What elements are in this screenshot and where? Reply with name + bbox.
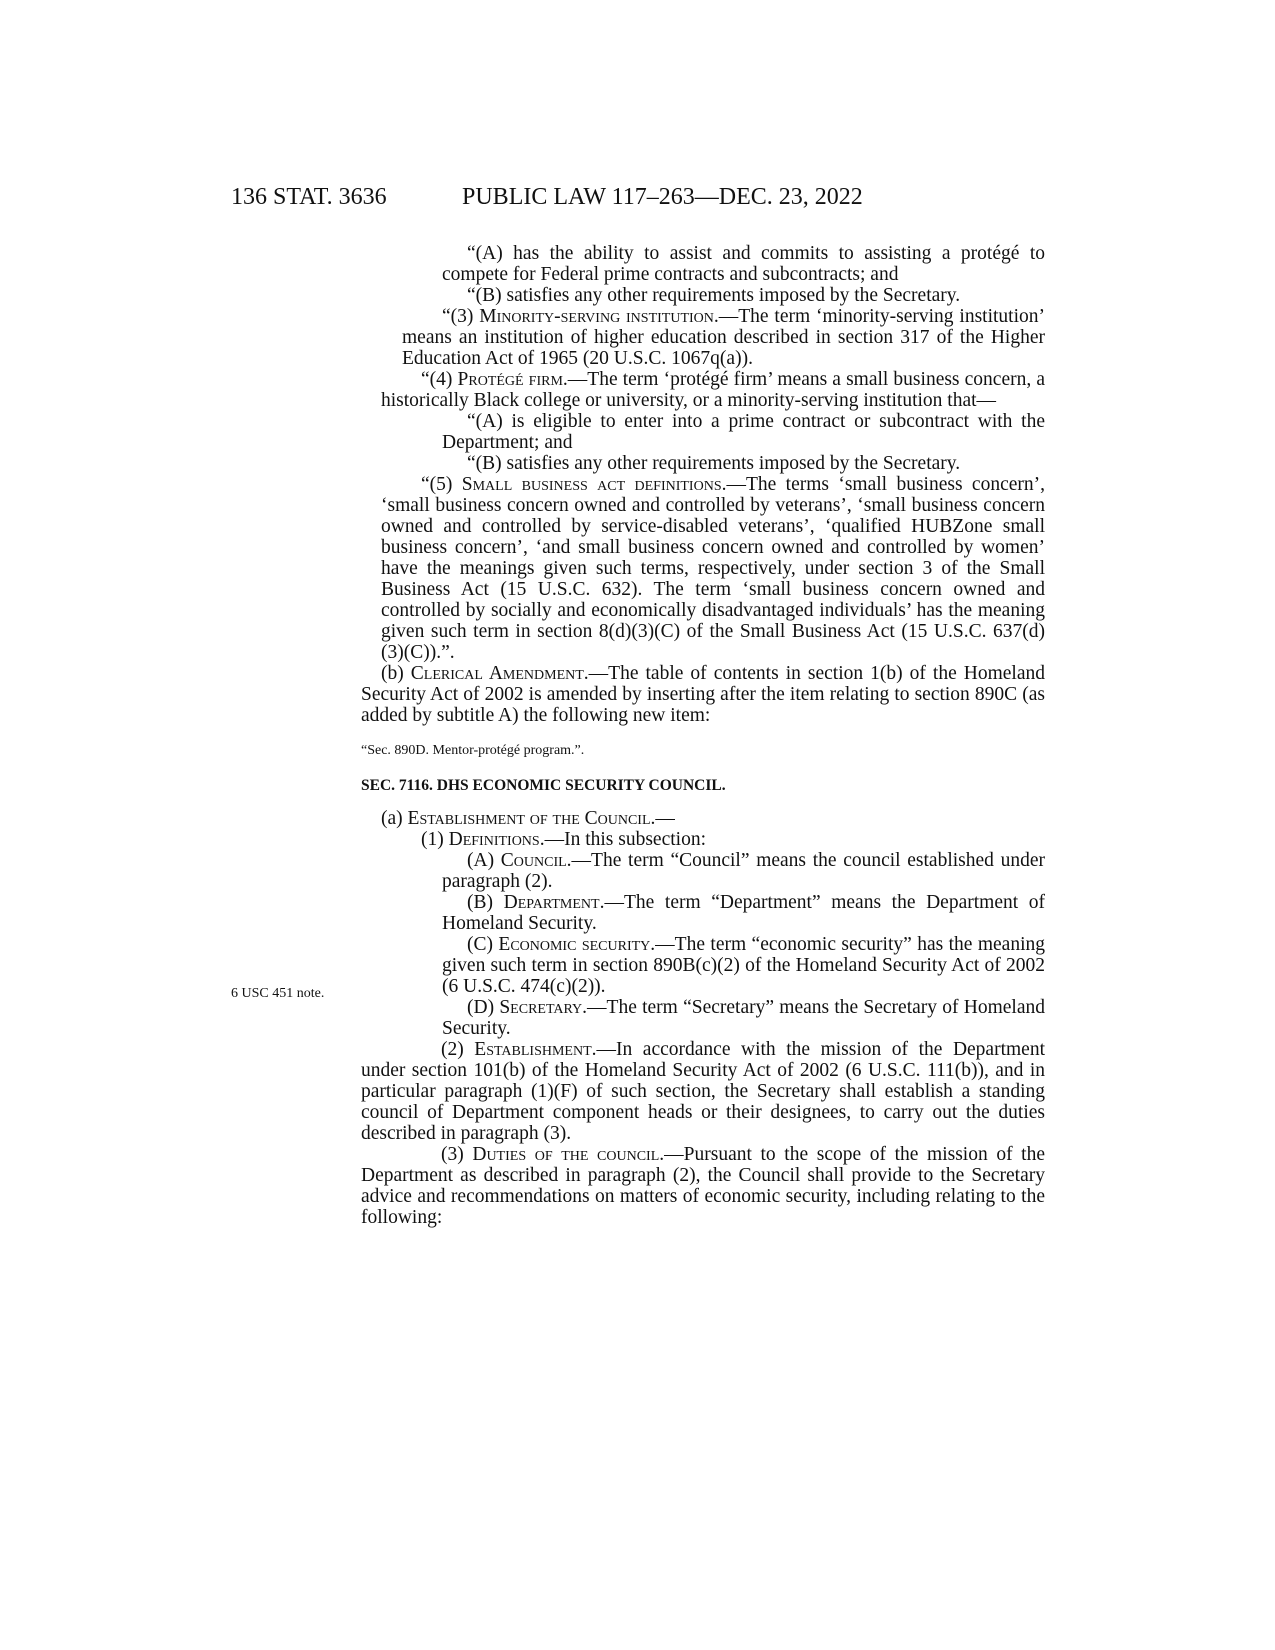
paragraph-heading: Clerical Amendment — [410, 663, 584, 684]
definition-C: (C) Economic security.—The term “economic security” has the meaning given such term in section 890B(c)(2) of the Homeland Security Act of 2002 (6 U.S.C. 474(c)(2)). — [442, 934, 1045, 997]
paragraph-2B: “(B) satisfies any other requirements imposed by the Secretary. — [467, 285, 961, 306]
definition-A: (A) Council.—The term “Council” means the council established under paragraph (2). — [442, 850, 1046, 892]
paragraph-heading: Establishment — [474, 1039, 592, 1060]
paragraph-heading: Minority-serving institution — [479, 306, 714, 327]
paragraph-heading: Small business act definitions — [461, 474, 722, 495]
paragraph-a1: (1) Definitions.—In this subsection: — [421, 829, 706, 850]
paragraph-a3: (3) Duties of the council.—Pursuant to the scope of the mission of the Department as described in paragraph (2), the Council shall provide to the Secretary advice and recommendations on matters of economic security, including relating to the following: — [361, 1144, 1046, 1228]
running-header: PUBLIC LAW 117–263—DEC. 23, 2022 — [462, 184, 863, 210]
paragraph-heading: Department — [503, 892, 600, 913]
paragraph-3: “(3) Minority-serving institution.—The term ‘minority-serving institution’ means an institution of higher education described in section 317 of the Higher Education Act of 1965 (20 U.S.C. 1067q(a)). — [402, 306, 1045, 369]
subsection-a: (a) Establishment of the Council.— — [381, 808, 675, 829]
subsection-b: (b) Clerical Amendment.—The table of contents in section 1(b) of the Homeland Security Act of 2002 is amended by inserting after the item relating to section 890C (as added by subtitle A) the following new item: — [361, 663, 1045, 726]
document-body — [361, 243, 1046, 1228]
paragraph-heading: Secretary — [499, 997, 583, 1018]
section-heading: SEC. 7116. DHS ECONOMIC SECURITY COUNCIL. — [361, 777, 726, 794]
paragraph-heading: Economic security — [498, 934, 651, 955]
definition-B: (B) Department.—The term “Department” means the Department of Homeland Security. — [442, 892, 1045, 934]
paragraph-heading: Council — [500, 850, 567, 871]
toc-item: “Sec. 890D. Mentor-protégé program.”. — [361, 743, 585, 758]
paragraph-heading: Definitions — [448, 829, 540, 850]
paragraph-heading: Protégé firm — [457, 369, 563, 390]
paragraph-4: “(4) Protégé firm.—The term ‘protégé firm’ means a small business concern, a historically Black college or university, or a minority-serving institution that— — [381, 369, 1045, 411]
paragraph-heading: Duties of the council — [472, 1144, 660, 1165]
margin-note: 6 USC 451 note. — [231, 986, 325, 1001]
paragraph-a2: (2) Establishment.—In accordance with the mission of the Department under section 101(b) of the Homeland Security Act of 2002 (6 U.S.C. 111(b)), and in particular paragraph (1)(F) of such section, the Secretary shall establish a standing council of Department component heads or their designees, to carry out the duties described in paragraph (3). — [361, 1039, 1045, 1144]
paragraph-5: “(5) Small business act definitions.—The terms ‘small business concern’, ‘small business concern owned and controlled by veterans’, ‘small business concern owned and controlled by service-disabled veterans’, ‘qualified HUBZone small business concern’, ‘and small business concern owned and controlled by women’ have the meanings given such terms, respectively, under section 3 of the Small Business Act (15 U.S.C. 632). The term ‘small business concern owned and controlled by socially and economically disadvantaged individuals’ has the meaning given such term in section 8(d)(3)(C) of the Small Business Act (15 U.S.C. 637(d)(3)(C)).”. — [381, 474, 1045, 663]
statute-page-number: 136 STAT. 3636 — [231, 184, 387, 210]
paragraph-4B: “(B) satisfies any other requirements imposed by the Secretary. — [467, 453, 961, 474]
definition-D: (D) Secretary.—The term “Secretary” means the Secretary of Homeland Security. — [442, 997, 1045, 1039]
paragraph-4A: “(A) is eligible to enter into a prime contract or subcontract with the Department; and — [442, 411, 1045, 453]
paragraph-heading: Establishment of the Council — [407, 808, 651, 829]
paragraph-2A: “(A) has the ability to assist and commits to assisting a protégé to compete for Federal prime contracts and subcontracts; and — [442, 243, 1045, 285]
